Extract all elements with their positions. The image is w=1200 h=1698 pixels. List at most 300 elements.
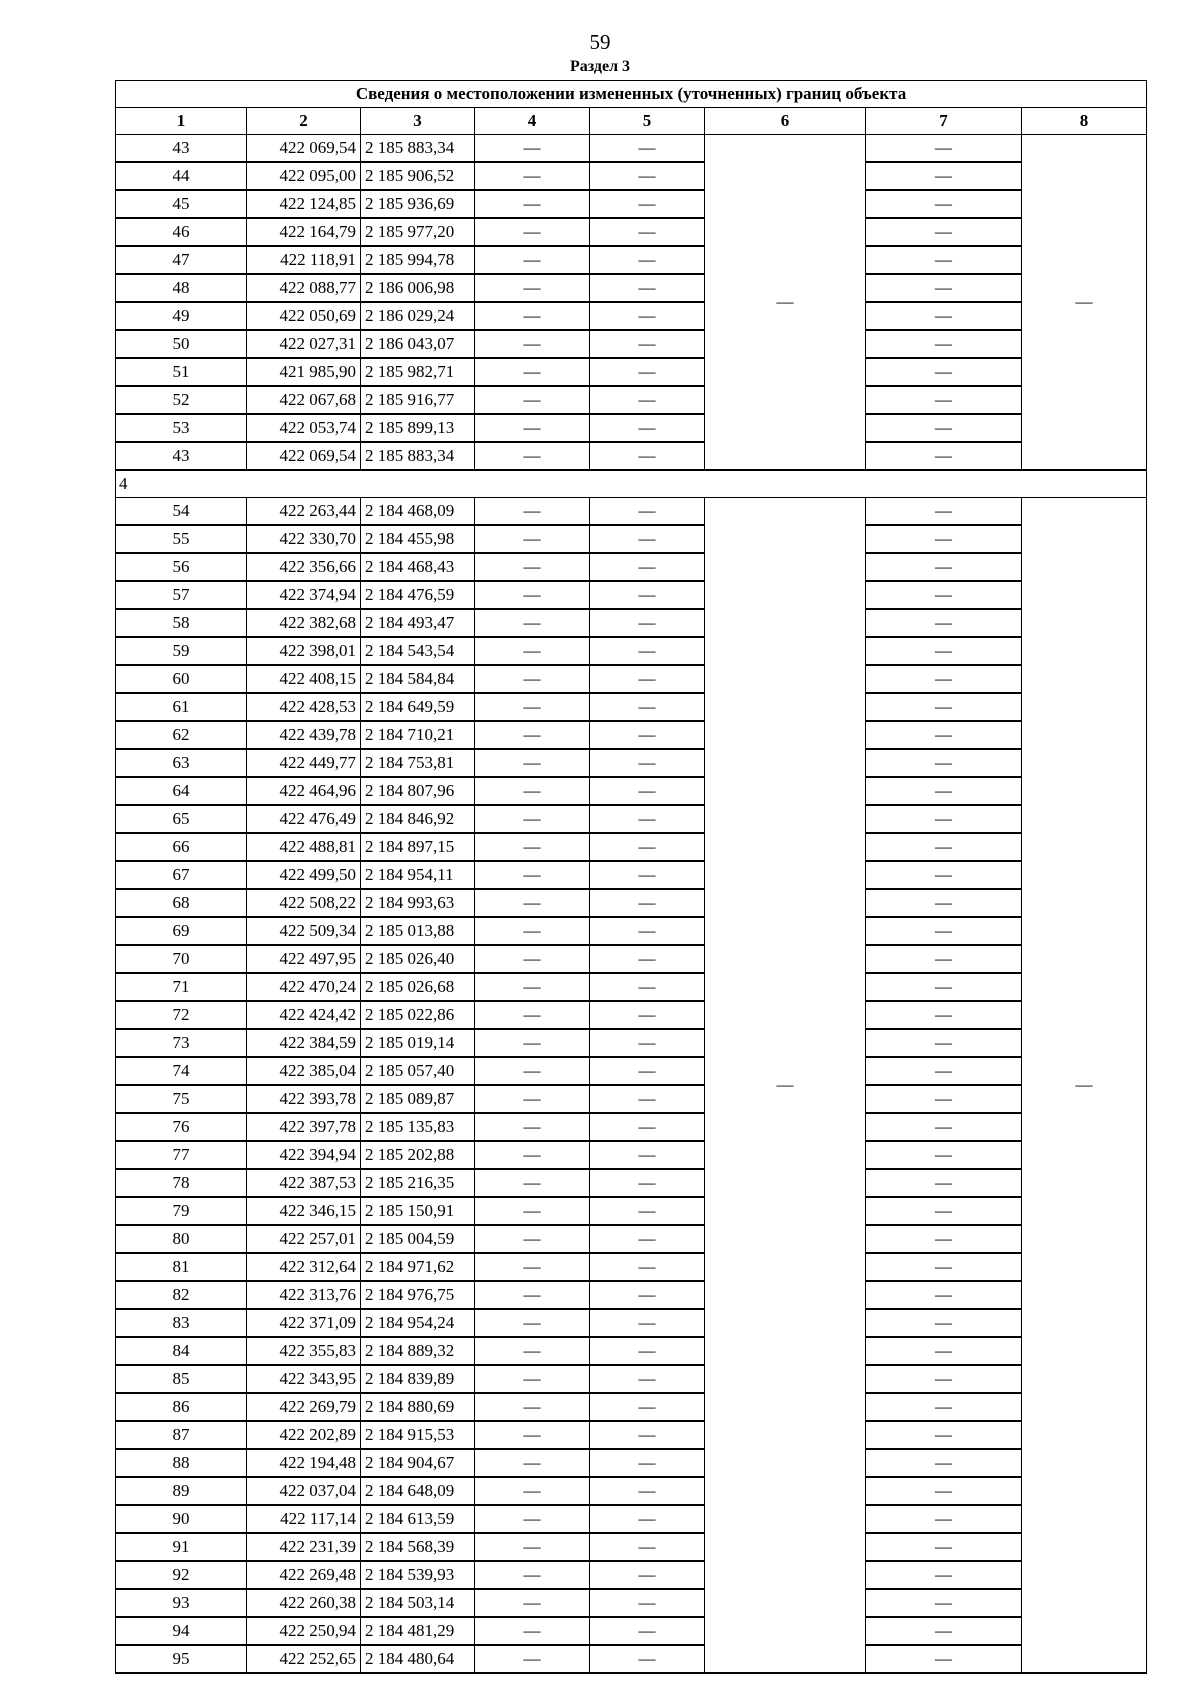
column-header-7: 7 bbox=[866, 108, 1022, 135]
col7-dash: — bbox=[866, 973, 1022, 1001]
coord-x: 422 497,95 bbox=[247, 945, 361, 973]
col4-dash: — bbox=[475, 581, 590, 609]
col5-dash: — bbox=[590, 1533, 705, 1561]
coord-x: 422 509,34 bbox=[247, 917, 361, 945]
coord-y: 2 184 568,39 bbox=[361, 1533, 475, 1561]
coord-y: 2 185 089,87 bbox=[361, 1085, 475, 1113]
col4-dash: — bbox=[475, 973, 590, 1001]
coord-x: 422 384,59 bbox=[247, 1029, 361, 1057]
point-number: 52 bbox=[116, 386, 247, 414]
coord-y: 2 185 026,68 bbox=[361, 973, 475, 1001]
coord-y: 2 185 216,35 bbox=[361, 1169, 475, 1197]
coord-y: 2 185 936,69 bbox=[361, 190, 475, 218]
coord-y: 2 184 954,24 bbox=[361, 1309, 475, 1337]
point-number: 55 bbox=[116, 525, 247, 553]
coord-y: 2 186 006,98 bbox=[361, 274, 475, 302]
col4-dash: — bbox=[475, 1505, 590, 1533]
coord-y: 2 185 004,59 bbox=[361, 1225, 475, 1253]
coord-x: 422 252,65 bbox=[247, 1645, 361, 1673]
point-number: 77 bbox=[116, 1141, 247, 1169]
col4-dash: — bbox=[475, 637, 590, 665]
col7-dash: — bbox=[866, 693, 1022, 721]
col7-dash: — bbox=[866, 1645, 1022, 1673]
coord-y: 2 184 480,64 bbox=[361, 1645, 475, 1673]
coord-x: 422 050,69 bbox=[247, 302, 361, 330]
coord-y: 2 185 883,34 bbox=[361, 442, 475, 470]
table-row bbox=[116, 1225, 1147, 1253]
col5-dash: — bbox=[590, 1365, 705, 1393]
col7-dash: — bbox=[866, 1001, 1022, 1029]
coord-y: 2 184 613,59 bbox=[361, 1505, 475, 1533]
col7-dash: — bbox=[866, 889, 1022, 917]
col4-dash: — bbox=[475, 498, 590, 526]
point-number: 70 bbox=[116, 945, 247, 973]
col5-dash: — bbox=[590, 1141, 705, 1169]
coord-x: 422 069,54 bbox=[247, 442, 361, 470]
col5-dash: — bbox=[590, 1113, 705, 1141]
col4-dash: — bbox=[475, 1141, 590, 1169]
col7-dash: — bbox=[866, 637, 1022, 665]
coord-x: 422 343,95 bbox=[247, 1365, 361, 1393]
coord-x: 422 117,14 bbox=[247, 1505, 361, 1533]
col4-dash: — bbox=[475, 218, 590, 246]
col6-merged-dash: — bbox=[705, 498, 866, 1674]
col7-dash: — bbox=[866, 386, 1022, 414]
point-number: 57 bbox=[116, 581, 247, 609]
col7-dash: — bbox=[866, 609, 1022, 637]
col7-dash: — bbox=[866, 442, 1022, 470]
point-number: 74 bbox=[116, 1057, 247, 1085]
table-row bbox=[116, 1085, 1147, 1113]
col5-dash: — bbox=[590, 1645, 705, 1673]
col7-dash: — bbox=[866, 1281, 1022, 1309]
table-row bbox=[116, 1281, 1147, 1309]
col7-dash: — bbox=[866, 1085, 1022, 1113]
col7-dash: — bbox=[866, 833, 1022, 861]
table-row bbox=[116, 1169, 1147, 1197]
table-row bbox=[116, 833, 1147, 861]
coord-x: 421 985,90 bbox=[247, 358, 361, 386]
col5-dash: — bbox=[590, 693, 705, 721]
col4-dash: — bbox=[475, 1225, 590, 1253]
coord-x: 422 269,79 bbox=[247, 1393, 361, 1421]
point-number: 68 bbox=[116, 889, 247, 917]
coord-x: 422 069,54 bbox=[247, 135, 361, 163]
col7-dash: — bbox=[866, 553, 1022, 581]
coord-x: 422 374,94 bbox=[247, 581, 361, 609]
col5-dash: — bbox=[590, 1561, 705, 1589]
column-header-3: 3 bbox=[361, 108, 475, 135]
point-number: 53 bbox=[116, 414, 247, 442]
col5-dash: — bbox=[590, 1085, 705, 1113]
col5-dash: — bbox=[590, 1617, 705, 1645]
column-header-5: 5 bbox=[590, 108, 705, 135]
table-row bbox=[116, 665, 1147, 693]
table-row bbox=[116, 274, 1147, 302]
col4-dash: — bbox=[475, 833, 590, 861]
coord-x: 422 355,83 bbox=[247, 1337, 361, 1365]
col7-dash: — bbox=[866, 135, 1022, 163]
point-number: 69 bbox=[116, 917, 247, 945]
coord-x: 422 394,94 bbox=[247, 1141, 361, 1169]
col4-dash: — bbox=[475, 553, 590, 581]
point-number: 48 bbox=[116, 274, 247, 302]
point-number: 71 bbox=[116, 973, 247, 1001]
table-row bbox=[116, 917, 1147, 945]
coord-y: 2 185 150,91 bbox=[361, 1197, 475, 1225]
table-title: Сведения о местоположении измененных (уточненных) границ объекта bbox=[116, 81, 1147, 108]
table-row bbox=[116, 218, 1147, 246]
col4-dash: — bbox=[475, 721, 590, 749]
coord-y: 2 184 468,09 bbox=[361, 498, 475, 526]
table-row bbox=[116, 302, 1147, 330]
point-number: 62 bbox=[116, 721, 247, 749]
coord-y: 2 185 906,52 bbox=[361, 162, 475, 190]
col4-dash: — bbox=[475, 1337, 590, 1365]
col5-dash: — bbox=[590, 414, 705, 442]
coord-y: 2 184 476,59 bbox=[361, 581, 475, 609]
table-row bbox=[116, 442, 1147, 470]
table-row bbox=[116, 1421, 1147, 1449]
point-number: 95 bbox=[116, 1645, 247, 1673]
table-row bbox=[116, 889, 1147, 917]
col5-dash: — bbox=[590, 1449, 705, 1477]
table-row bbox=[116, 1309, 1147, 1337]
col7-dash: — bbox=[866, 414, 1022, 442]
col7-dash: — bbox=[866, 1421, 1022, 1449]
col5-dash: — bbox=[590, 442, 705, 470]
col7-dash: — bbox=[866, 1169, 1022, 1197]
col5-dash: — bbox=[590, 833, 705, 861]
col4-dash: — bbox=[475, 1197, 590, 1225]
point-number: 51 bbox=[116, 358, 247, 386]
coord-y: 2 184 710,21 bbox=[361, 721, 475, 749]
col7-dash: — bbox=[866, 665, 1022, 693]
coord-y: 2 185 982,71 bbox=[361, 358, 475, 386]
col7-dash: — bbox=[866, 162, 1022, 190]
point-number: 58 bbox=[116, 609, 247, 637]
point-number: 85 bbox=[116, 1365, 247, 1393]
col7-dash: — bbox=[866, 777, 1022, 805]
col5-dash: — bbox=[590, 805, 705, 833]
coord-y: 2 184 976,75 bbox=[361, 1281, 475, 1309]
col4-dash: — bbox=[475, 1421, 590, 1449]
point-number: 54 bbox=[116, 498, 247, 526]
coord-x: 422 408,15 bbox=[247, 665, 361, 693]
coord-y: 2 185 022,86 bbox=[361, 1001, 475, 1029]
col4-dash: — bbox=[475, 1449, 590, 1477]
table-row bbox=[116, 1057, 1147, 1085]
col5-dash: — bbox=[590, 665, 705, 693]
col4-dash: — bbox=[475, 1645, 590, 1673]
coord-x: 422 231,39 bbox=[247, 1533, 361, 1561]
coord-x: 422 508,22 bbox=[247, 889, 361, 917]
coord-x: 422 164,79 bbox=[247, 218, 361, 246]
coord-y: 2 185 026,40 bbox=[361, 945, 475, 973]
table-row bbox=[116, 805, 1147, 833]
point-number: 73 bbox=[116, 1029, 247, 1057]
point-number: 89 bbox=[116, 1477, 247, 1505]
table-row bbox=[116, 1505, 1147, 1533]
coord-x: 422 397,78 bbox=[247, 1113, 361, 1141]
col4-dash: — bbox=[475, 135, 590, 163]
table-row bbox=[116, 330, 1147, 358]
coord-x: 422 250,94 bbox=[247, 1617, 361, 1645]
point-number: 76 bbox=[116, 1113, 247, 1141]
point-number: 87 bbox=[116, 1421, 247, 1449]
col4-dash: — bbox=[475, 330, 590, 358]
column-header-1: 1 bbox=[116, 108, 247, 135]
col5-dash: — bbox=[590, 1169, 705, 1197]
col7-dash: — bbox=[866, 1365, 1022, 1393]
col5-dash: — bbox=[590, 917, 705, 945]
table-row bbox=[116, 1113, 1147, 1141]
coord-y: 2 184 648,09 bbox=[361, 1477, 475, 1505]
coord-x: 422 118,91 bbox=[247, 246, 361, 274]
column-header-6: 6 bbox=[705, 108, 866, 135]
table-title-row bbox=[116, 81, 1147, 108]
table-row bbox=[116, 1197, 1147, 1225]
coord-x: 422 428,53 bbox=[247, 693, 361, 721]
col7-dash: — bbox=[866, 1561, 1022, 1589]
col7-dash: — bbox=[866, 1029, 1022, 1057]
col7-dash: — bbox=[866, 1449, 1022, 1477]
coord-x: 422 464,96 bbox=[247, 777, 361, 805]
col7-dash: — bbox=[866, 1533, 1022, 1561]
coord-y: 2 184 807,96 bbox=[361, 777, 475, 805]
coord-x: 422 095,00 bbox=[247, 162, 361, 190]
col5-dash: — bbox=[590, 218, 705, 246]
coord-x: 422 263,44 bbox=[247, 498, 361, 526]
coordinates-table bbox=[115, 80, 1147, 1674]
coord-x: 422 499,50 bbox=[247, 861, 361, 889]
col4-dash: — bbox=[475, 1533, 590, 1561]
col4-dash: — bbox=[475, 302, 590, 330]
coord-x: 422 439,78 bbox=[247, 721, 361, 749]
point-number: 82 bbox=[116, 1281, 247, 1309]
coord-y: 2 185 057,40 bbox=[361, 1057, 475, 1085]
col4-dash: — bbox=[475, 1365, 590, 1393]
point-number: 80 bbox=[116, 1225, 247, 1253]
col5-dash: — bbox=[590, 1029, 705, 1057]
point-number: 67 bbox=[116, 861, 247, 889]
col7-dash: — bbox=[866, 1589, 1022, 1617]
point-number: 43 bbox=[116, 135, 247, 163]
col5-dash: — bbox=[590, 861, 705, 889]
coord-y: 2 184 971,62 bbox=[361, 1253, 475, 1281]
col4-dash: — bbox=[475, 1309, 590, 1337]
point-number: 72 bbox=[116, 1001, 247, 1029]
col5-dash: — bbox=[590, 609, 705, 637]
col4-dash: — bbox=[475, 1393, 590, 1421]
coord-y: 2 186 029,24 bbox=[361, 302, 475, 330]
col5-dash: — bbox=[590, 1225, 705, 1253]
coord-x: 422 260,38 bbox=[247, 1589, 361, 1617]
col4-dash: — bbox=[475, 777, 590, 805]
col4-dash: — bbox=[475, 1001, 590, 1029]
coord-y: 2 185 019,14 bbox=[361, 1029, 475, 1057]
col4-dash: — bbox=[475, 1561, 590, 1589]
col5-dash: — bbox=[590, 274, 705, 302]
table-row bbox=[116, 414, 1147, 442]
section-title: Раздел 3 bbox=[569, 58, 631, 75]
col4-dash: — bbox=[475, 665, 590, 693]
coord-y: 2 184 649,59 bbox=[361, 693, 475, 721]
col8-merged-dash: — bbox=[1022, 498, 1147, 1674]
table-row bbox=[116, 973, 1147, 1001]
table-row bbox=[116, 945, 1147, 973]
coord-y: 2 184 493,47 bbox=[361, 609, 475, 637]
col7-dash: — bbox=[866, 1197, 1022, 1225]
coord-x: 422 449,77 bbox=[247, 749, 361, 777]
col5-dash: — bbox=[590, 1477, 705, 1505]
col4-dash: — bbox=[475, 1169, 590, 1197]
col7-dash: — bbox=[866, 1337, 1022, 1365]
point-number: 75 bbox=[116, 1085, 247, 1113]
col7-dash: — bbox=[866, 805, 1022, 833]
table-row bbox=[116, 498, 1147, 526]
coord-y: 2 185 899,13 bbox=[361, 414, 475, 442]
col4-dash: — bbox=[475, 386, 590, 414]
coord-x: 422 476,49 bbox=[247, 805, 361, 833]
column-header-2: 2 bbox=[247, 108, 361, 135]
table-row bbox=[116, 1141, 1147, 1169]
table-row bbox=[116, 1253, 1147, 1281]
table-row bbox=[116, 190, 1147, 218]
col6-merged-dash: — bbox=[705, 135, 866, 471]
table-row bbox=[116, 1393, 1147, 1421]
table-row bbox=[116, 1533, 1147, 1561]
coord-x: 422 124,85 bbox=[247, 190, 361, 218]
point-number: 90 bbox=[116, 1505, 247, 1533]
table-row bbox=[116, 553, 1147, 581]
col5-dash: — bbox=[590, 330, 705, 358]
col7-dash: — bbox=[866, 1253, 1022, 1281]
group-label: 4 bbox=[116, 470, 1147, 498]
table-row bbox=[116, 637, 1147, 665]
point-number: 59 bbox=[116, 637, 247, 665]
coord-y: 2 184 543,54 bbox=[361, 637, 475, 665]
table-row bbox=[116, 1589, 1147, 1617]
col4-dash: — bbox=[475, 442, 590, 470]
group-label-row bbox=[116, 470, 1147, 498]
point-number: 86 bbox=[116, 1393, 247, 1421]
col4-dash: — bbox=[475, 1589, 590, 1617]
coord-y: 2 184 539,93 bbox=[361, 1561, 475, 1589]
col5-dash: — bbox=[590, 1281, 705, 1309]
point-number: 78 bbox=[116, 1169, 247, 1197]
col7-dash: — bbox=[866, 917, 1022, 945]
table-row bbox=[116, 386, 1147, 414]
coord-y: 2 184 753,81 bbox=[361, 749, 475, 777]
coord-y: 2 186 043,07 bbox=[361, 330, 475, 358]
col7-dash: — bbox=[866, 1393, 1022, 1421]
coord-x: 422 371,09 bbox=[247, 1309, 361, 1337]
col5-dash: — bbox=[590, 525, 705, 553]
col5-dash: — bbox=[590, 498, 705, 526]
coord-x: 422 356,66 bbox=[247, 553, 361, 581]
col7-dash: — bbox=[866, 1057, 1022, 1085]
col7-dash: — bbox=[866, 190, 1022, 218]
col4-dash: — bbox=[475, 1281, 590, 1309]
col5-dash: — bbox=[590, 973, 705, 1001]
col5-dash: — bbox=[590, 777, 705, 805]
point-number: 83 bbox=[116, 1309, 247, 1337]
col7-dash: — bbox=[866, 1477, 1022, 1505]
col5-dash: — bbox=[590, 1337, 705, 1365]
coord-y: 2 185 977,20 bbox=[361, 218, 475, 246]
point-number: 50 bbox=[116, 330, 247, 358]
col4-dash: — bbox=[475, 358, 590, 386]
col5-dash: — bbox=[590, 581, 705, 609]
coord-x: 422 312,64 bbox=[247, 1253, 361, 1281]
col4-dash: — bbox=[475, 274, 590, 302]
coord-y: 2 184 915,53 bbox=[361, 1421, 475, 1449]
coord-y: 2 184 993,63 bbox=[361, 889, 475, 917]
coord-y: 2 184 897,15 bbox=[361, 833, 475, 861]
col4-dash: — bbox=[475, 246, 590, 274]
col5-dash: — bbox=[590, 553, 705, 581]
col5-dash: — bbox=[590, 358, 705, 386]
point-number: 93 bbox=[116, 1589, 247, 1617]
table-row bbox=[116, 693, 1147, 721]
coord-x: 422 382,68 bbox=[247, 609, 361, 637]
coord-y: 2 184 455,98 bbox=[361, 525, 475, 553]
col7-dash: — bbox=[866, 1505, 1022, 1533]
col4-dash: — bbox=[475, 945, 590, 973]
coord-x: 422 398,01 bbox=[247, 637, 361, 665]
col4-dash: — bbox=[475, 1253, 590, 1281]
coord-y: 2 184 880,69 bbox=[361, 1393, 475, 1421]
point-number: 66 bbox=[116, 833, 247, 861]
column-header-row bbox=[116, 108, 1147, 135]
coord-y: 2 184 846,92 bbox=[361, 805, 475, 833]
col4-dash: — bbox=[475, 749, 590, 777]
col5-dash: — bbox=[590, 1505, 705, 1533]
col7-dash: — bbox=[866, 330, 1022, 358]
col4-dash: — bbox=[475, 861, 590, 889]
coord-y: 2 184 503,14 bbox=[361, 1589, 475, 1617]
col7-dash: — bbox=[866, 358, 1022, 386]
coord-y: 2 185 135,83 bbox=[361, 1113, 475, 1141]
col7-dash: — bbox=[866, 274, 1022, 302]
col7-dash: — bbox=[866, 749, 1022, 777]
col5-dash: — bbox=[590, 749, 705, 777]
table-row bbox=[116, 1365, 1147, 1393]
col4-dash: — bbox=[475, 693, 590, 721]
point-number: 92 bbox=[116, 1561, 247, 1589]
point-number: 88 bbox=[116, 1449, 247, 1477]
coord-y: 2 185 994,78 bbox=[361, 246, 475, 274]
point-number: 91 bbox=[116, 1533, 247, 1561]
point-number: 94 bbox=[116, 1617, 247, 1645]
table-row bbox=[116, 162, 1147, 190]
point-number: 81 bbox=[116, 1253, 247, 1281]
col4-dash: — bbox=[475, 414, 590, 442]
point-number: 49 bbox=[116, 302, 247, 330]
point-number: 63 bbox=[116, 749, 247, 777]
col7-dash: — bbox=[866, 1309, 1022, 1337]
coord-x: 422 027,31 bbox=[247, 330, 361, 358]
col5-dash: — bbox=[590, 945, 705, 973]
coord-y: 2 185 883,34 bbox=[361, 135, 475, 163]
col5-dash: — bbox=[590, 1309, 705, 1337]
coord-x: 422 257,01 bbox=[247, 1225, 361, 1253]
table-row bbox=[116, 749, 1147, 777]
table-row bbox=[116, 525, 1147, 553]
col7-dash: — bbox=[866, 525, 1022, 553]
col7-dash: — bbox=[866, 498, 1022, 526]
